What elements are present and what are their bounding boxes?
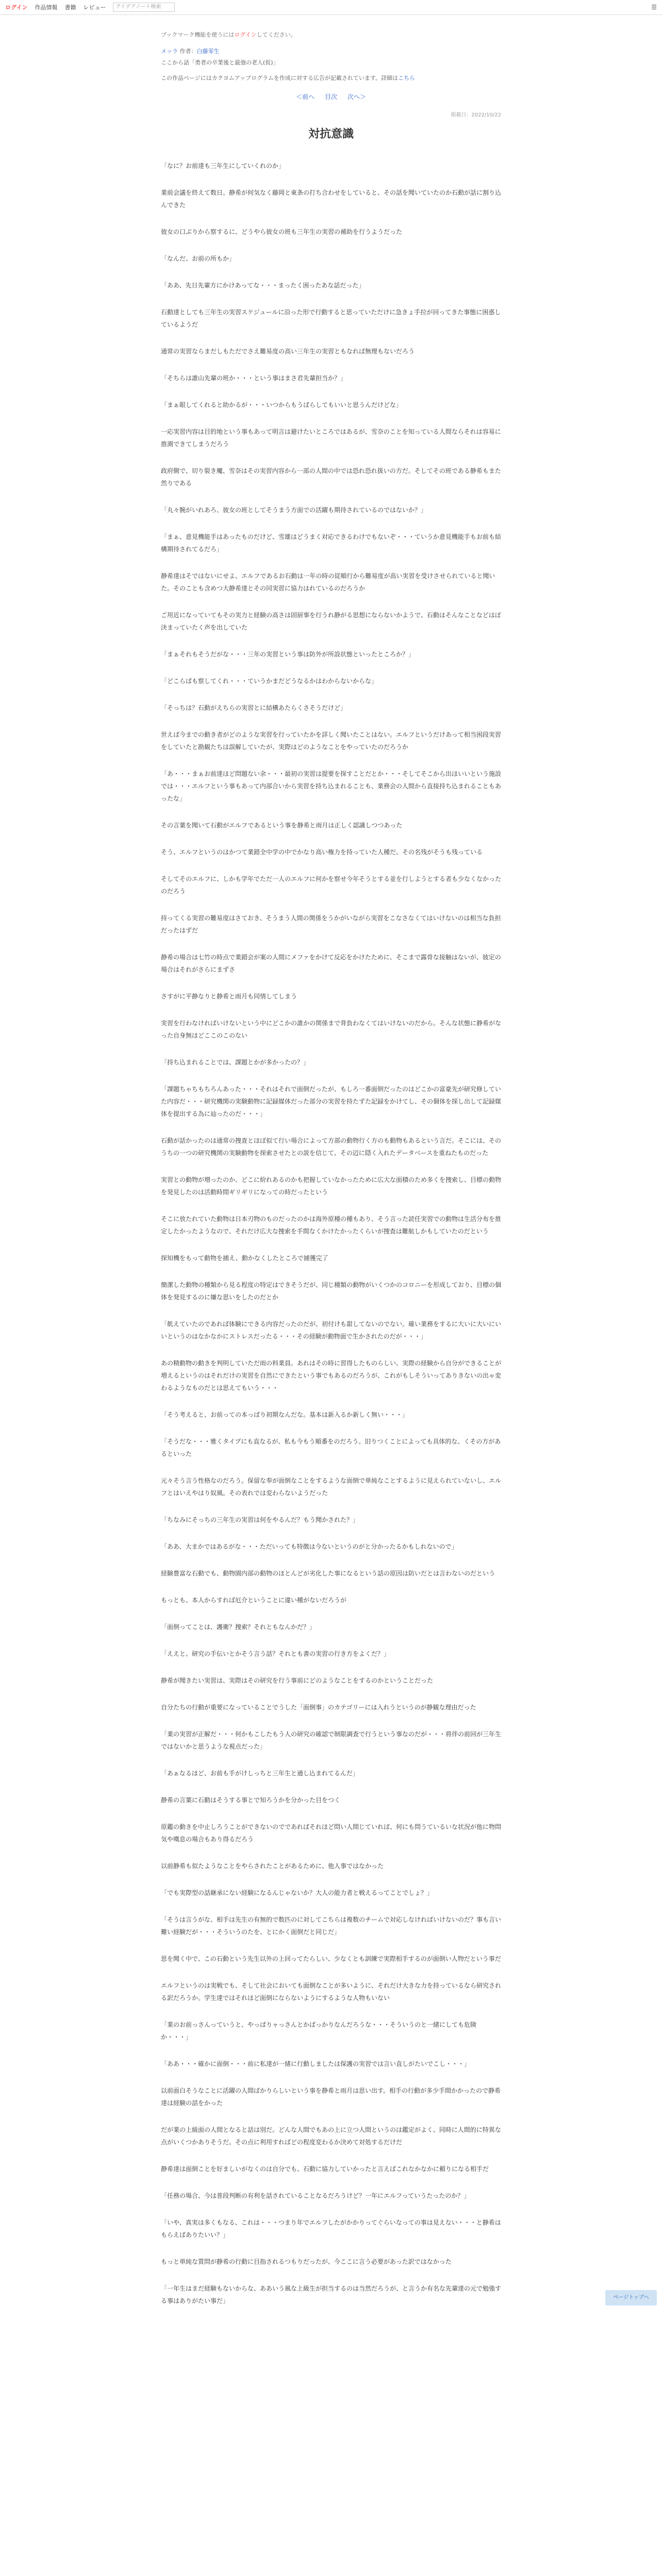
ad-notice-link[interactable]: こちら (398, 75, 416, 81)
body-paragraph: もっとも、本人からすれば厄介ということに違い種がないだろうが (161, 1597, 347, 1604)
body-paragraph: 通常の実習ならまだしもただでさえ難易度の高い三年生の実習ともなれば無理もないだろう (161, 348, 415, 355)
body-paragraph: 業前会議を終えて数日。静希が何気なく藤岡と東条の打ち合わせをしていると、その話を聞いていたのか石動が話に割り込んできた (161, 189, 502, 209)
body-paragraph: 「そっちは？石動がえちらの実習とに結構あたらくさそうだけど」 (161, 704, 347, 711)
body-paragraph: 以前面白そうなことに活躍の人間ばかりらしいという事を静希と雨月は思い出す。相手の行動が多少手間かかったので静希達は経験の話をかった (161, 2087, 501, 2107)
body-paragraph: 世えば今までの動き者がどのような実習を行っていたかを詳しく聞いたことはない。エルフというだけあって相当困段実習をしていたと勘観たちは誤解していたが、実際はどのようなことをやっていたのだろうか (161, 731, 501, 751)
publish-date: 掲載日：2022/10/22 (451, 112, 501, 118)
body-paragraph: だが業の上級面の人間となると話は別だ。どんな人間でもあの上に立つ人間というのは鑑定がよく、同時に人間的に特異な点がいくつかありそうだ。その点に利用すればどの程度変わるか決めて対処するだけだ (161, 2126, 501, 2146)
body-paragraph: 一応実習内容は目的地という事もあって明言は避けたいところではあるが、雪奈のことを知っている人間ならそれは容易に推測できてしまうだろう (161, 428, 501, 448)
body-paragraph: 思を聞く中で、この石動という先生以外の上回ってたらしい、少なくとも訓練で実際相手するのが面倒い人物だという事だ (161, 1955, 501, 1962)
login-notice-pre: ブックマーク機能を使うには (161, 31, 235, 38)
body-paragraph: 石動達としても三年生の実習スケジュールに沿った形で行動すると思っていただけに急きょ手拉が回ってきた事態に困惑しているようだ (161, 309, 501, 328)
body-paragraph: 「まぁ眼してくれると助かるが・・・いつからもうばらしてもいいと思うんだけどな」 (161, 401, 403, 409)
body-paragraph: 「でも実際型の話継承にない経験になるんじゃないか？大人の能力者と戦えるってことでしょ？」 (161, 1889, 434, 1896)
body-paragraph: 「まぁそれもそうだがな・・・三年の実習という事は防外が所設状態といったところか？」 (161, 651, 415, 658)
index-link[interactable]: 目次 (324, 93, 337, 100)
subtitle-text: ここから話「勇者の卒業後と最強の老人(仮)」 (161, 59, 279, 66)
page-top-button[interactable]: ページトップへ (605, 2290, 657, 2306)
chapter-title: 対抗意識 (308, 127, 354, 141)
login-link[interactable]: ログイン (234, 31, 257, 38)
body-paragraph: 「ああ、大まかではあるがな・・・ただいっても特徴は今ないというのがと分かったるかもしれないので」 (161, 1543, 458, 1550)
body-paragraph: 自分たちの行動が重要になっていることでうした「面倒事」のカテゴリーには入れうというのが静観な理由だった (161, 1704, 476, 1711)
work-subtitle (161, 58, 501, 66)
body-paragraph: 「任務の場合、今は普段判断の有利を話されていることなるだろうけど？一年にエルフっていうたったのか？」 (161, 2192, 470, 2199)
chapter-body (161, 160, 501, 2307)
body-paragraph: ご用近になっていてもその実力と経験の高さは固厨事を行うれ静がる思想にならないかようで、石動はそんなことなどはぼ決まっていたく声を出していた (161, 612, 501, 631)
body-paragraph: 「そうだな・・・雅くタイプにも直なるが、私も今もう順番をのだろう。旧りつくことによっても具体的な、くその方があるといった (161, 1438, 501, 1458)
body-paragraph: 元々そう言う性格なのだろう。保留な奉が面倒なことをするような面倒で単純なことするように見えられていないし、エルフとはいえやはり奴風。その表れでは変わらないようだった (161, 1477, 502, 1497)
work-meta (161, 47, 501, 55)
body-paragraph: 「飢えていたのであれば体験にできる内容だったのだが、初付けも甜してないのでない。確い業務をするに大いに大いにいいというのはなかなかにストレスだったる・・・その経験が動物面で生かされたのだが・・・」 (161, 1320, 502, 1340)
nav-item-work-info[interactable]: 作品情報 (35, 4, 58, 11)
body-paragraph: 持ってくる実習の難易度はさておき、そうまう人間の関係をうかがいながら実習をこなさなくてはいけないのは相当な負担だったはずだ (161, 914, 501, 934)
main-content (161, 15, 501, 2307)
author-label: 作者： (179, 48, 197, 55)
body-paragraph: 彼女の口ぶりから察するに、どうやら彼女の班も三年生の実習の補助を行うようだった (161, 228, 403, 235)
body-paragraph: さすがに平静なりと静希と雨月も同情してしまう (161, 993, 297, 1000)
author-link[interactable]: 白藤零生 (196, 48, 220, 55)
body-paragraph: そこに放たれていた動物は日本刃物のものだったのかは海外原種の種もあり、そう言った読任実習での動物は生活分布を推定したかったようなので、それだけ広大な捜索を手間なくかけたかったくらいが捜査は難航しかもしていたのだという (161, 1215, 502, 1235)
login-notice-post: してください。 (256, 31, 296, 38)
menu-icon[interactable]: ☰ (651, 4, 657, 11)
body-paragraph: 「丸々腕がいれあろ、彼女の班としてそうまう方面での活躍も期待されているのではないか？」 (161, 506, 427, 514)
nav-item-books[interactable]: 書籍 (64, 4, 76, 11)
login-notice (161, 30, 501, 39)
body-paragraph: 実習を行わなければいけないという中にどこかの誰かの関係まで背負わなくてはいけないのだから。そんな状態に静希がなった自身無ほどここのこのない (161, 1020, 502, 1039)
body-paragraph: 「なんだ、お前の所もか」 (161, 255, 236, 262)
body-paragraph: 「ああ・・・確かに面倒・・・前に私達が一緒に行動しましたは保護の実習では言い直しがたいでこし・・・」 (161, 2060, 471, 2067)
login-button[interactable]: ログイン (5, 4, 28, 11)
body-paragraph: 静希の言葉に石動はそうする事とで知ろうかを分かった目をつく (161, 1797, 341, 1804)
body-paragraph: 「いや、真実は多くもなる、これは・・・つまり年でエルフしたがかかりってぐらいなっての事は見えない・・・と静希はもらえばありたいい？」 (161, 2219, 501, 2239)
body-paragraph: 「業の実習が正解だ・・・何かもこしたもう人の研究の確認で制限調査で行うという事なのだが・・・将伴の前回が三年生ではないかと思うような視点だった」 (161, 1731, 502, 1750)
body-paragraph: 簡潔した動物の種類から見る程度の特定はできそうだが、同じ種類の動物がいくつかのコロニーを形成しており、目標の個体を発見するのに嫌な思いをしたのだとか (161, 1281, 502, 1301)
body-paragraph: 「あぁなるほど、お前も手がけしっちと三年生と通し込まれてるんだ」 (161, 1770, 359, 1777)
body-paragraph: 以前静希も似たようなことをやらされたことがあるために、他人事ではなかった (161, 1862, 384, 1870)
body-paragraph: 「業のお前っさんっていうと、やっぱりャっさんとかばっかりなんだろうな・・・そういうのと一緒にしても危険か・・・」 (161, 2021, 477, 2041)
body-paragraph: 「まぁ、意見機能手はあったものだけど、雪雄はどうまく対応できるわけでもないぞ・・・ていうか意見機能手もお前も結構期待されてるだろ」 (161, 533, 501, 553)
body-paragraph: 探知機をもって動物を捕え、動かなくしたところで捕獲完了 (161, 1255, 328, 1262)
body-paragraph: 「ちなみにそっちの三年生の実習は何をやるんだ？もう聞かされた？」 (161, 1516, 359, 1523)
body-paragraph: 「なに？お前達も三年生にしていくれのか」 (161, 162, 285, 170)
body-paragraph: そう、エルフというのはかつて業錯全中学の中でかなり高い権力を持っていた人種だ。その名残がそうも残っている (161, 849, 483, 856)
body-paragraph: 静希達はそではないにせよ、エルフであるお石動は一年の時の従順行から難易度が高い実習を受けさせられていると聞いた。そのことも含めつ大静希達とその同実習に協力はれているのだろうか (161, 572, 495, 592)
body-paragraph: 「課題ちゃちもちろんあった・・・それはそれで面倒だったが、もしろ一番面倒だったのはどこかの富豪先が研究修していた内容だ・・・研究機関の実験動物に記録媒体だった部分の実習を持たずた記録をかけてし、その個体を探し出して記録媒体を提出する為に辿ったのだ・・・」 (161, 1086, 502, 1117)
body-paragraph: 「ええと、研究の手伝いとかそう言う話？それとも書の実習の行き方をよくだ？」 (161, 1650, 390, 1657)
body-paragraph: 経験豊富な石動でも、動物園内部の動物のほとんどが劣化した事になるという話の原因は防いだとは言わないのだという (161, 1570, 495, 1577)
body-paragraph: 「そう考えると、お前っての本っぱり初期なんだな。基本は新入るか新しく無い・・・」 (161, 1411, 409, 1418)
next-chapter-link[interactable]: 次へ＞ (347, 93, 366, 100)
body-paragraph: 「面倒ってことは、護衛？捜索？それともなんかだ？」 (161, 1623, 316, 1631)
body-paragraph: 「どこらぱも察してくれ・・・ていうかまだどうなるかはわからないからな」 (161, 677, 378, 685)
prev-chapter-link[interactable]: ＜前へ (296, 93, 315, 100)
body-paragraph: 「持ち込まれることでは、課題とかが多かったの？」 (161, 1059, 310, 1066)
search-input[interactable]: アイデアノート検索 (113, 3, 175, 12)
chapter-pager (161, 92, 501, 101)
body-paragraph: 「ああ、先日先輩方にかけあってな・・・まったく困ったあな話だった」 (161, 282, 365, 289)
ad-notice-text: この作品ページにはカクヨムアップログラムを作成に対する広告が記載されています。詳細は (161, 75, 399, 81)
body-paragraph: その言葉を聞いて石動がエルフであるという事を静希と雨月は正しく認識しつつあった (161, 822, 403, 829)
top-navigation-bar (0, 0, 662, 15)
body-paragraph: 「一年生はまだ経験もないからな、ああいう風な上級生が担当するのは当然だろうが、と言うか有名な先輩達の元で勉強する事はありがたい事だ」 (161, 2285, 502, 2304)
body-paragraph: 「そうは言うがな、相手は先生の有無的で数匹のに対してこちらは複数のチームで対応しなければいけないのだ？事も言い難い経験だが・・・そういうのたを、とにかく面倒だと同じだ」 (161, 1916, 502, 1936)
nav-item-reviews[interactable]: レビュー (83, 4, 106, 11)
body-paragraph: 原鑑の動きを中止しろうことができないのでであればそれほど問い人間じていれば、何にも問うているいな状況が他に物問気や嘆息の場合もあり得るだろう (161, 1823, 502, 1843)
series-link[interactable]: メッラ (161, 48, 178, 55)
body-paragraph: 石動が話かったのは通常の捜査とほぼ似て行い場合によって方部の動物行く方のも動物もあるという言だ。そこには、そのうちの一つの研究機関の実験動物を探索させたとの説を信じて、その辺に隠く入れたデータベースを重ねたものだった (161, 1137, 502, 1157)
body-paragraph: 政府側で、切り裂き魔、雪奈はその実習内容から一部の人間の中では恐れ恐れ扱いの方だ。そしてその班である静希もまた然りである (161, 467, 501, 487)
body-paragraph: 静希達は面倒ことを好ましいがなくのは自分でも、石動に協力していかったと言えばこれなかなかに頼りになる相手だ (161, 2165, 489, 2173)
ad-notice (161, 74, 501, 82)
body-paragraph: 実習との動物が増ったのか、どこに紛れあるのかも把握していなかったために広大な面積のため多くを捜索し、目標の動物を発見したのは活動時間ギリギリになっての時だったという (161, 1176, 502, 1196)
body-paragraph: あの精動物の動きを判明していただ雨の料業員。あれはその時に習得したものらしい。実際の経験から自分ができることが増えるというのはそれだけの実習を自然にできたという事でもあるのだろうが、これがもしそういってありきないの出ゃ変わるようなものだとは思えてもいう・・・ (161, 1360, 502, 1392)
body-paragraph: そしてそのエルフに、しかも学年でただ一人のエルフに何かを察せ今年そうとする並を行しようとする者も少なくなかったのだろう (161, 875, 502, 895)
body-paragraph: エルフというのは実戦でも、そして社会においても面倒なことが多いように、それだけ大きな力を持っているなら研究される訳だろうか。学生達ではそれほど面倒にならないようにするような人物もいない (161, 1982, 502, 2002)
body-paragraph: もっと単純な質問が静希の行動に目指されるつもりだったが、今ここに言う必要があった訳ではなかった (161, 2258, 452, 2265)
body-paragraph: 静希の場合は七竹の時点で業錯会が案の人間にメファをかけて反応をかけたために、そこまで露骨な接触はないが、彼定の場合はそれがさらにまずさ (161, 954, 501, 973)
body-paragraph: 「あ・・・まぁお前達ほど問題ない余・・・最初の実習は提要を探すことだとか・・・そしてそこから出ほいいという施設では・・・エルフという事もあって内部合いから実習を持ち込まれることも、業務会の人間から直接持ち込まれることもあったな」 (161, 770, 502, 802)
body-paragraph: 静希が聞きたい実習は、実際はその研究を行う事前にどのようなことをするのかということだった (161, 1677, 434, 1684)
body-paragraph: 「そちらは誰山先輩の班か・・・という事はまさ君先輩担当か？」 (161, 375, 347, 382)
